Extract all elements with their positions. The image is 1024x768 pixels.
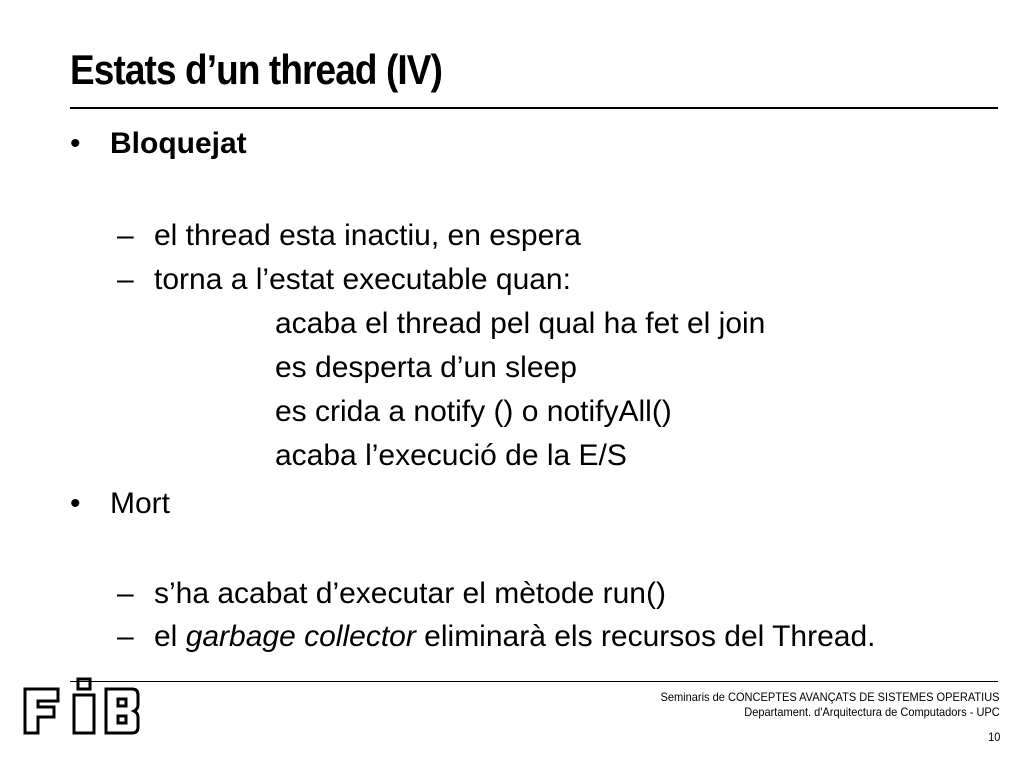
fib-logo — [22, 675, 140, 737]
page-number: 10 — [987, 730, 1000, 744]
condition-line: acaba l’execució de la E/S — [275, 439, 627, 472]
title-divider — [70, 107, 998, 109]
sub-item-text: el thread esta inactiu, en espera — [154, 219, 581, 252]
dash-marker: – — [117, 577, 134, 610]
footer-course-name: Seminaris de CONCEPTES AVANÇATS DE SISTEMES OPERATIUS — [660, 690, 1000, 704]
dash-marker: – — [117, 263, 134, 296]
sub-item-text — [154, 620, 876, 654]
footer-department: Departament. d'Arquitectura de Computadors - UPC — [744, 705, 1000, 719]
sub-item-text-post: eliminarà els recursos del Thread. — [415, 620, 876, 653]
bullet-marker: • — [70, 487, 81, 520]
dash-marker: – — [117, 620, 134, 653]
bullet-label: Mort — [110, 487, 170, 520]
sub-item-text: torna a l’estat executable quan: — [154, 263, 571, 296]
condition-line: es desperta d’un sleep — [275, 351, 577, 384]
garbage-collector-term: garbage collector — [185, 620, 416, 653]
slide-title: Estats d’un thread (IV) — [70, 46, 442, 93]
sub-item-text-pre: el — [154, 620, 186, 653]
dash-marker: – — [117, 219, 134, 252]
bullet-marker: • — [70, 127, 81, 160]
condition-line: acaba el thread pel qual ha fet el join — [275, 307, 766, 340]
bullet-label: Bloquejat — [110, 127, 247, 160]
condition-line: es crida a notify () o notifyAll() — [275, 395, 672, 428]
footer-divider — [70, 681, 998, 682]
sub-item-text: s’ha acabat d’executar el mètode run() — [154, 577, 666, 610]
